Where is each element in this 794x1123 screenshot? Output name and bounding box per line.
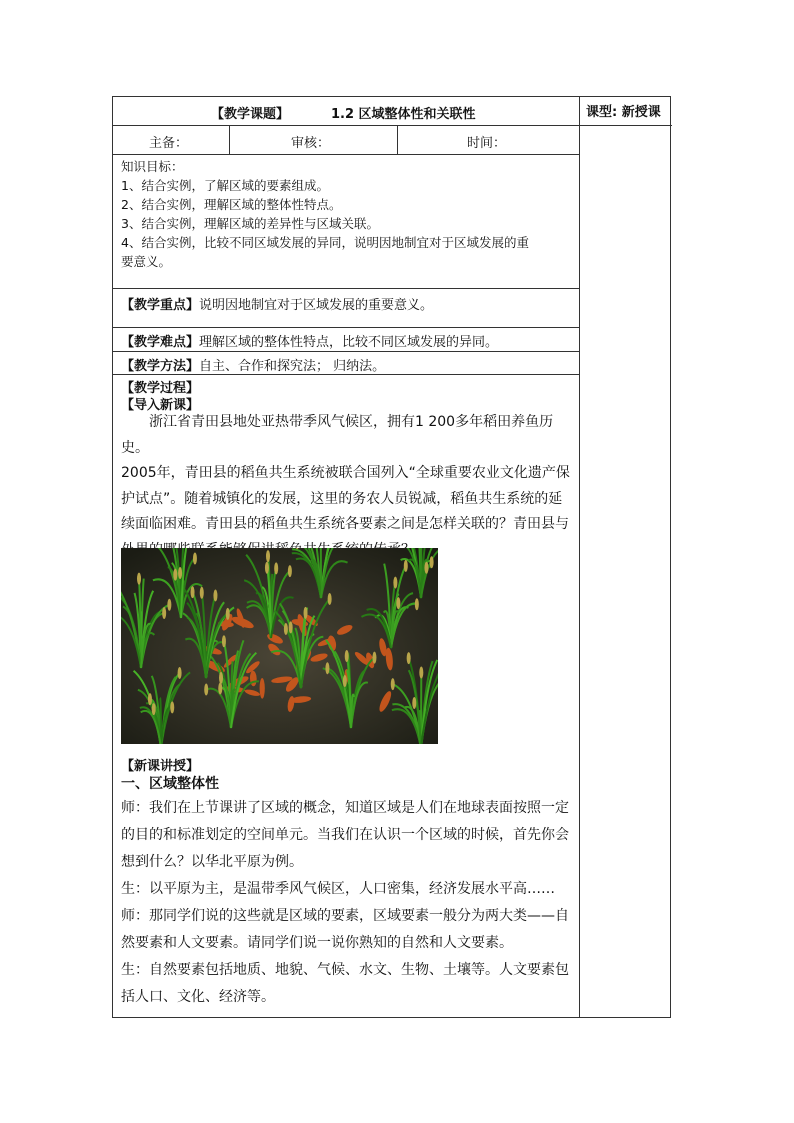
rice-grain — [345, 650, 349, 662]
objective-item: 要意义。 — [121, 254, 172, 269]
rice-grain — [204, 684, 208, 696]
key-point-label: 【教学重点】 — [121, 298, 200, 313]
rice-grain — [328, 593, 332, 605]
rice-grain — [343, 675, 347, 687]
rice-grain — [288, 565, 292, 577]
intro-line: 续面临困难。青田县的稻鱼共生系统各要素之间是怎样关联的？青田县与 — [121, 516, 569, 532]
method-text: 自主、合作和探究法； 归纳法。 — [199, 359, 386, 374]
rice-grain — [274, 562, 278, 574]
rice-stalk — [160, 698, 161, 744]
row-divider — [580, 125, 672, 126]
key-point-text: 说明因地制宜对于区域发展的重要意义。 — [199, 298, 434, 313]
meta-divider — [397, 125, 398, 154]
intro-line: 护试点”。随着城镇化的发展，这里的务农人员锐减，稻鱼共生系统的延 — [121, 490, 563, 507]
section-heading: 一、区域整体性 — [121, 776, 219, 792]
new-lesson-label-text: 【新课讲授】 — [121, 759, 200, 774]
row-divider — [113, 327, 579, 328]
difficult-point-text: 理解区域的整体性特点，比较不同区域发展的异同。 — [199, 335, 499, 350]
dialog-line: 师：那同学们说的这些就是区域的要素，区域要素一般分为两大类——自 — [121, 908, 569, 924]
intro-line: 2005年，青田县的稻鱼共生系统被联合国列入“全球重要农业文化遗产保 — [121, 465, 570, 481]
rice-grain — [391, 678, 395, 690]
meta-divider — [229, 125, 230, 154]
row-divider — [113, 374, 579, 375]
rice-grain — [137, 573, 141, 585]
dialog-line: 的目的和标准划定的空间单元。当我们在认识一个区域的时候，首先你会 — [121, 827, 569, 843]
time-label: 时间： — [467, 136, 507, 151]
objectives-block — [121, 157, 577, 271]
course-type: 课型: 新授课 — [586, 105, 661, 120]
dialog-paragraph — [121, 795, 577, 1011]
lesson-plan-table — [112, 96, 671, 1018]
key-point-row — [121, 294, 433, 313]
rice-grain — [424, 562, 428, 574]
difficult-point-label: 【教学难点】 — [121, 335, 200, 350]
rice-grain — [325, 662, 329, 674]
rice-grain — [219, 672, 223, 684]
intro-line: 浙江省青田县地处亚热带季风气候区，拥有1 200多年稻田养鱼历史。 — [121, 414, 554, 456]
rice-grain — [178, 567, 182, 579]
rice-fish-photo — [121, 548, 438, 744]
row-divider — [113, 154, 579, 155]
row-divider — [113, 125, 579, 126]
method-label: 【教学方法】 — [121, 359, 200, 374]
row-divider — [113, 351, 579, 352]
dialog-line: 然要素和人文要素。请同学们说一说你熟知的自然和人文要素。 — [121, 935, 513, 951]
rice-grain — [407, 652, 411, 664]
dialog-line: 生：自然要素包括地质、地貌、气候、水文、生物、土壤等。人文要素包 — [121, 962, 569, 978]
rice-grain — [213, 590, 217, 602]
rice-grain — [200, 587, 204, 599]
rice-grain — [396, 597, 400, 609]
rice-grain — [404, 560, 408, 572]
rice-grain — [304, 607, 308, 619]
rice-grain — [393, 577, 397, 589]
intro-paragraph — [121, 410, 573, 563]
objective-item: 2、结合实例，理解区域的整体性特点。 — [121, 197, 342, 212]
rice-grain — [419, 666, 423, 678]
rice-grain — [193, 552, 197, 564]
rice-grain — [289, 621, 293, 633]
objective-item: 1、结合实例，了解区域的要素组成。 — [121, 178, 329, 193]
rice-grain — [218, 682, 222, 694]
rice-grain — [266, 550, 270, 562]
rice-grain — [222, 635, 226, 647]
lesson-tag: 【教学课题】 — [211, 107, 290, 122]
rice-fish-illustration — [121, 548, 438, 744]
difficult-point-row — [121, 331, 498, 350]
lesson-title: 1.2 区域整体性和关联性 — [331, 107, 476, 122]
dialog-line: 括人口、文化、经济等。 — [121, 989, 275, 1005]
rice-grain — [372, 652, 376, 664]
right-column-divider — [579, 97, 580, 1018]
method-row — [121, 355, 385, 374]
rice-grain — [152, 703, 156, 715]
rice-grain — [430, 556, 434, 568]
rice-grain — [167, 599, 171, 611]
rice-grain — [173, 569, 177, 581]
rice-grain — [415, 598, 419, 610]
objective-item: 4、结合实例，比较不同区域发展的异同，说明因地制宜对于区域发展的重 — [121, 235, 529, 250]
rice-grain — [170, 701, 174, 713]
objectives-title: 知识目标： — [121, 159, 184, 174]
rice-grain — [148, 693, 152, 705]
preparer-label: 主备： — [149, 136, 189, 151]
rice-grain — [162, 607, 166, 619]
dialog-line: 生：以平原为主，是温带季风气候区，人口密集，经济发展水平高…… — [121, 881, 555, 897]
header-row — [113, 97, 580, 125]
rice-grain — [412, 697, 416, 709]
dialog-line: 师：我们在上节课讲了区域的概念，知道区域是人们在地球表面按照一定 — [121, 800, 569, 816]
intro-label-text: 【导入新课】 — [121, 398, 200, 413]
rice-grain — [226, 608, 230, 620]
reviewer-label: 审核： — [291, 136, 331, 151]
process-label-text: 【教学过程】 — [121, 381, 200, 396]
new-lesson-label — [121, 755, 199, 774]
rice-grain — [178, 667, 182, 679]
rice-grain — [265, 562, 269, 574]
row-divider — [113, 288, 579, 289]
rice-grain — [191, 586, 195, 598]
rice-grain — [284, 623, 288, 635]
dialog-line: 想到什么？以华北平原为例。 — [121, 854, 303, 870]
objective-item: 3、结合实例，理解区域的差异性与区域关联。 — [121, 216, 379, 231]
